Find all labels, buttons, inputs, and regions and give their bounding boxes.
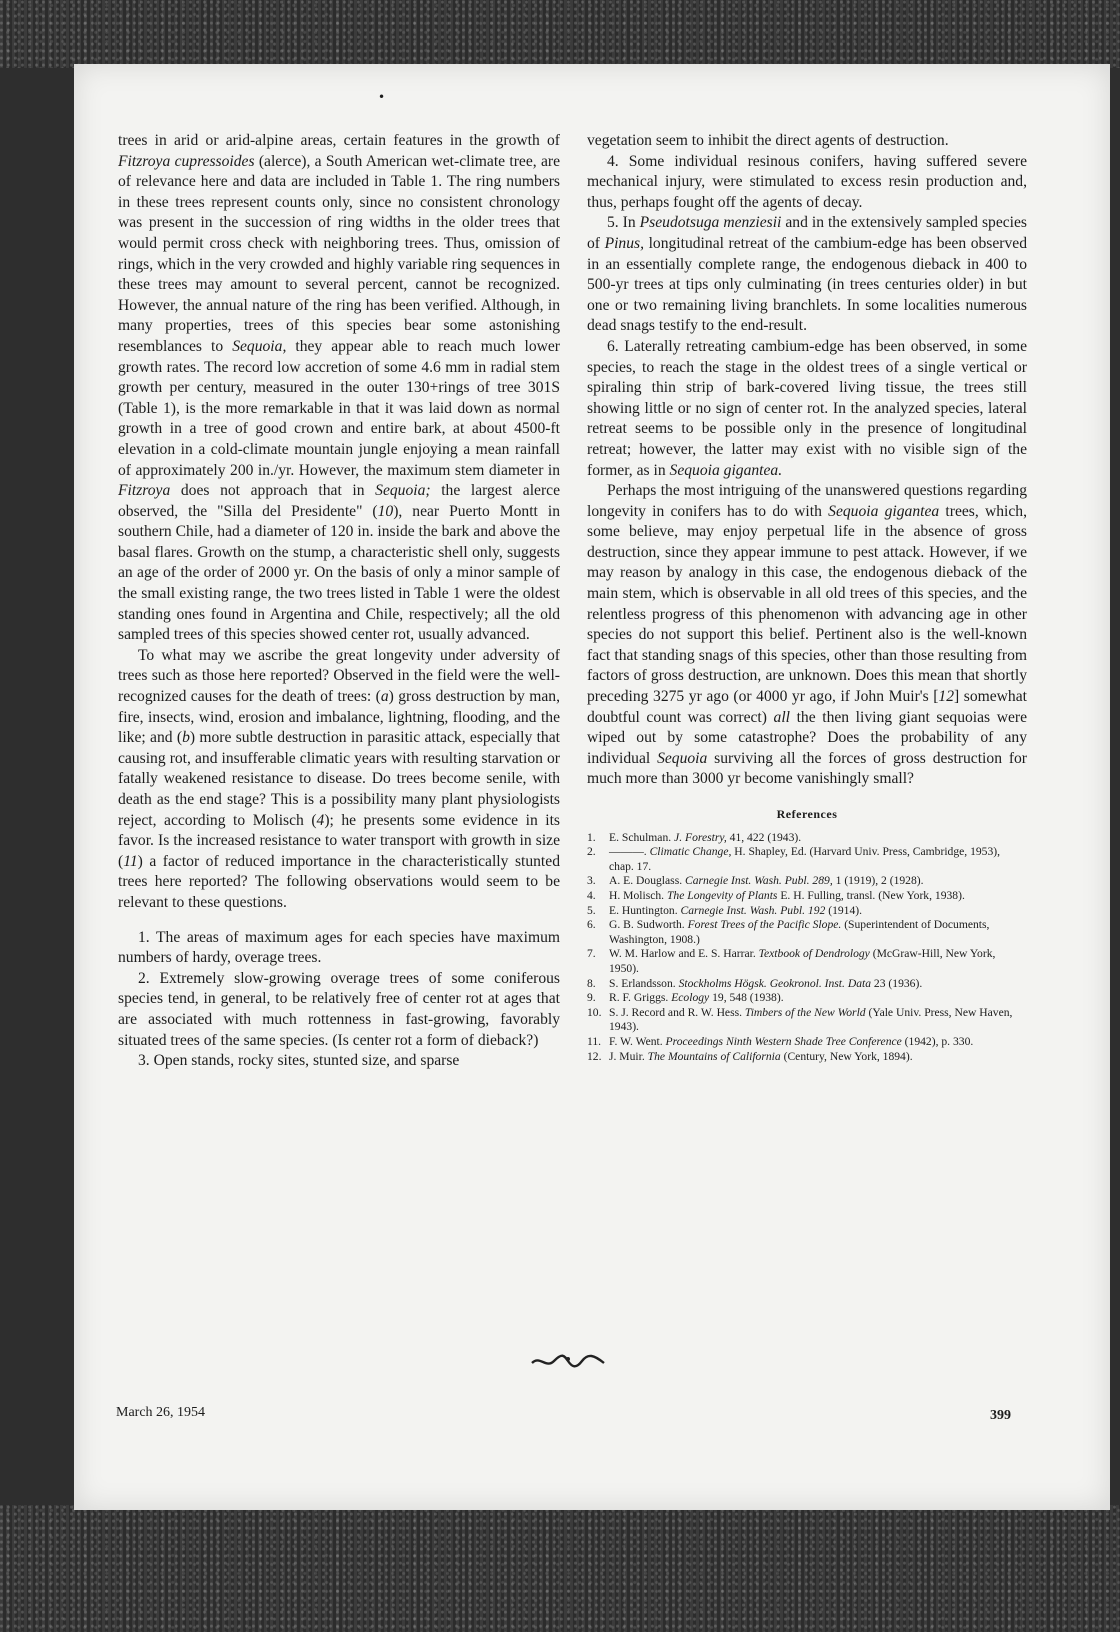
references-heading: References (776, 807, 838, 821)
reference-list (587, 831, 1027, 1065)
right-column (587, 131, 1027, 1064)
reference-item: 5. E. Huntington. Carnegie Inst. Wash. Publ. 192 (1914). (587, 903, 863, 917)
reference-item: 3. A. E. Douglass. Carnegie Inst. Wash. Publ. 289, 1 (1919), 2 (1928). (587, 874, 924, 888)
issue-date: March 26, 1954 (116, 1405, 206, 1420)
reference-item: 1. E. Schulman. J. Forestry, 41, 422 (1943). (587, 830, 802, 844)
observation-1: 1. The areas of maximum ages for each species have maximum numbers of hardy, overage trees. (118, 928, 560, 967)
reference-item: 2. ———. Climatic Change, H. Shapley, Ed. (Harvard Univ. Press, Cambridge, 1953), chap. 17. (587, 845, 1001, 873)
scan-border-bottom (0, 1505, 1120, 1632)
reference-item: 9. R. F. Griggs. Ecology 19, 548 (1938). (587, 991, 784, 1005)
observation-4: 4. Some individual resinous conifers, having suffered severe mechanical injury, were stimulated to excess resin production and, thus, perhaps fought off the agents of decay. (587, 152, 1027, 211)
paragraph-fitzroya: trees in arid or arid-alpine areas, certain features in the growth of Fitzroya cupressoides (alerce), a South American wet-climate tree, are of relevance here and data are included in Table 1. The ring numbers in these trees represent counts only, since no consistent chronology was present in the succession of ring widths in the older trees that would permit cross check with neighboring trees. Thus, omission of rings, which in the very crowded and highly variable ring sequences in these trees may amount to several percent, cannot be recognized. However, the annual nature of the ring has been verified. Although, in many properties, trees of this species bear some astonishing resemblances to Sequoia, they appear able to reach much lower growth rates. The record low accretion of some 4.6 mm in radial stem growth per century, measured in the outer 130+rings of tree 301S (Table 1), is the more remarkable in that it was laid down as normal growth in a tree of good crown and entire bark, at about 4500-ft elevation in a cold-climate mountain jungle enjoying a mean rainfall of approximately 200 in./yr. However, the maximum stem diameter in Fitzroya does not approach that in Sequoia; the largest alerce observed, the "Silla del Presidente" (10), near Puerto Montt in southern Chile, had a diameter of 120 in. inside the bark and above the basal flares. Growth on the stump, a characteristic shell only, suggests an age of the order of 2000 yr. On the basis of only a minor sample of the small existing range, the two trees listed in Table 1 were the oldest standing ones found in Argentina and Chile, respectively; all the old sampled trees of this species showed center rot, usually advanced. (118, 132, 560, 644)
paragraph-sequoia-question: Perhaps the most intriguing of the unanswered questions regarding longevity in conifers has to do with Sequoia gigantea trees, which, some believe, may enjoy perpetual life in the absence of gross destruction, since they appear immune to pest attack. However, if we may reason by analogy in this case, the endogenous dieback of the main stem, which is observable in all old trees of this species, and the relentless progress of this phenomenon with advancing age in other species do not support this belief. Pertinent also is the well-known fact that standing snags of this species, other than those resulting from factors of gross destruction, are unknown. Does this mean that shortly preceding 3275 yr ago (or 4000 yr ago, if John Muir's [12] somewhat doubtful count was correct) all the then living giant sequoias were wiped out by some catastrophe? Does the probability of any individual Sequoia surviving all the forces of gross destruction for much more than 3000 yr become vanishingly small? (587, 482, 1027, 788)
reference-item: 4. H. Molisch. The Longevity of Plants E. H. Fulling, transl. (New York, 1938). (587, 888, 965, 902)
reference-item: 8. S. Erlandsson. Stockholms Högsk. Geokronol. Inst. Data 23 (1936). (587, 976, 923, 990)
reference-item: 11. F. W. Went. Proceedings Ninth Western Shade Tree Conference (1942), p. 330. (587, 1034, 974, 1048)
stray-mark: • (378, 90, 386, 104)
page-number: 399 (990, 1408, 1011, 1423)
observation-6: 6. Laterally retreating cambium-edge has been observed, in some species, to reach the stage in the oldest trees of a single vertical or spiraling thin strip of bark-covered living tissue, the trees still showing little or no sign of center rot. In the analyzed species, lateral retreat seems to be possible only in the presence of longitudinal retreat; however, the latter may exist with no visible sign of the former, as in Sequoia gigantea. (587, 337, 1027, 479)
reference-item: 6. G. B. Sudworth. Forest Trees of the Pacific Slope. (Superintendent of Documents, Washington, 1908.) (587, 918, 990, 946)
reference-item: 7. W. M. Harlow and E. S. Harrar. Textbook of Dendrology (McGraw-Hill, New York, 1950). (587, 947, 996, 975)
reference-item: 10. S. J. Record and R. W. Hess. Timbers of the New World (Yale Univ. Press, New Haven, 1943). (587, 1005, 1013, 1034)
paragraph-longevity-causes: To what may we ascribe the great longevity under adversity of trees such as those here reported? Observed in the field were the well-recognized causes for the death of trees: (a) gross destruction by man, fire, insects, wind, erosion and imbalance, lightning, flooding, and the like; and (b) more subtle destruction in parasitic attack, especially that causing rot, and insufferable climatic years with resulting starvation or fatally weakened resistance to disease. Do trees become senile, with death as the end stage? This is a possibility many plant physiologists reject, according to Molisch (4); he presents some evidence in its favor. Is the increased resistance to water transport with growth in size (11) a factor of reduced importance in the characteristically stunted trees here reported? The following observations would seem to be relevant to these questions. (118, 646, 561, 911)
reference-item: 12. J. Muir. The Mountains of California (Century, New York, 1894). (587, 1049, 913, 1063)
observation-5: 5. In Pseudotsuga menziesii and in the extensively sampled species of Pinus, longitudinal retreat of the cambium-edge has been observed in an essentially complete range, the endogenous dieback in 400 to 500-yr trees at tips only culminating (in trees centuries older) in but one or two remaining living branchlets. In some localities numerous dead snags testify to the end-result. (587, 214, 1028, 335)
observation-2: 2. Extremely slow-growing overage trees of some coniferous species tend, in general, to be relatively free of center rot at ages that are associated with much rottenness in fast-growing, favorably situated trees of the same species. (Is center rot a form of dieback?) (118, 969, 560, 1049)
scan-border-top (0, 0, 1120, 68)
section-end-ornament (530, 1351, 606, 1371)
observation-3: 3. Open stands, rocky sites, stunted size, and sparse (138, 1052, 460, 1070)
left-column (118, 131, 560, 1072)
observation-3-continued: vegetation seem to inhibit the direct agents of destruction. (587, 132, 949, 149)
